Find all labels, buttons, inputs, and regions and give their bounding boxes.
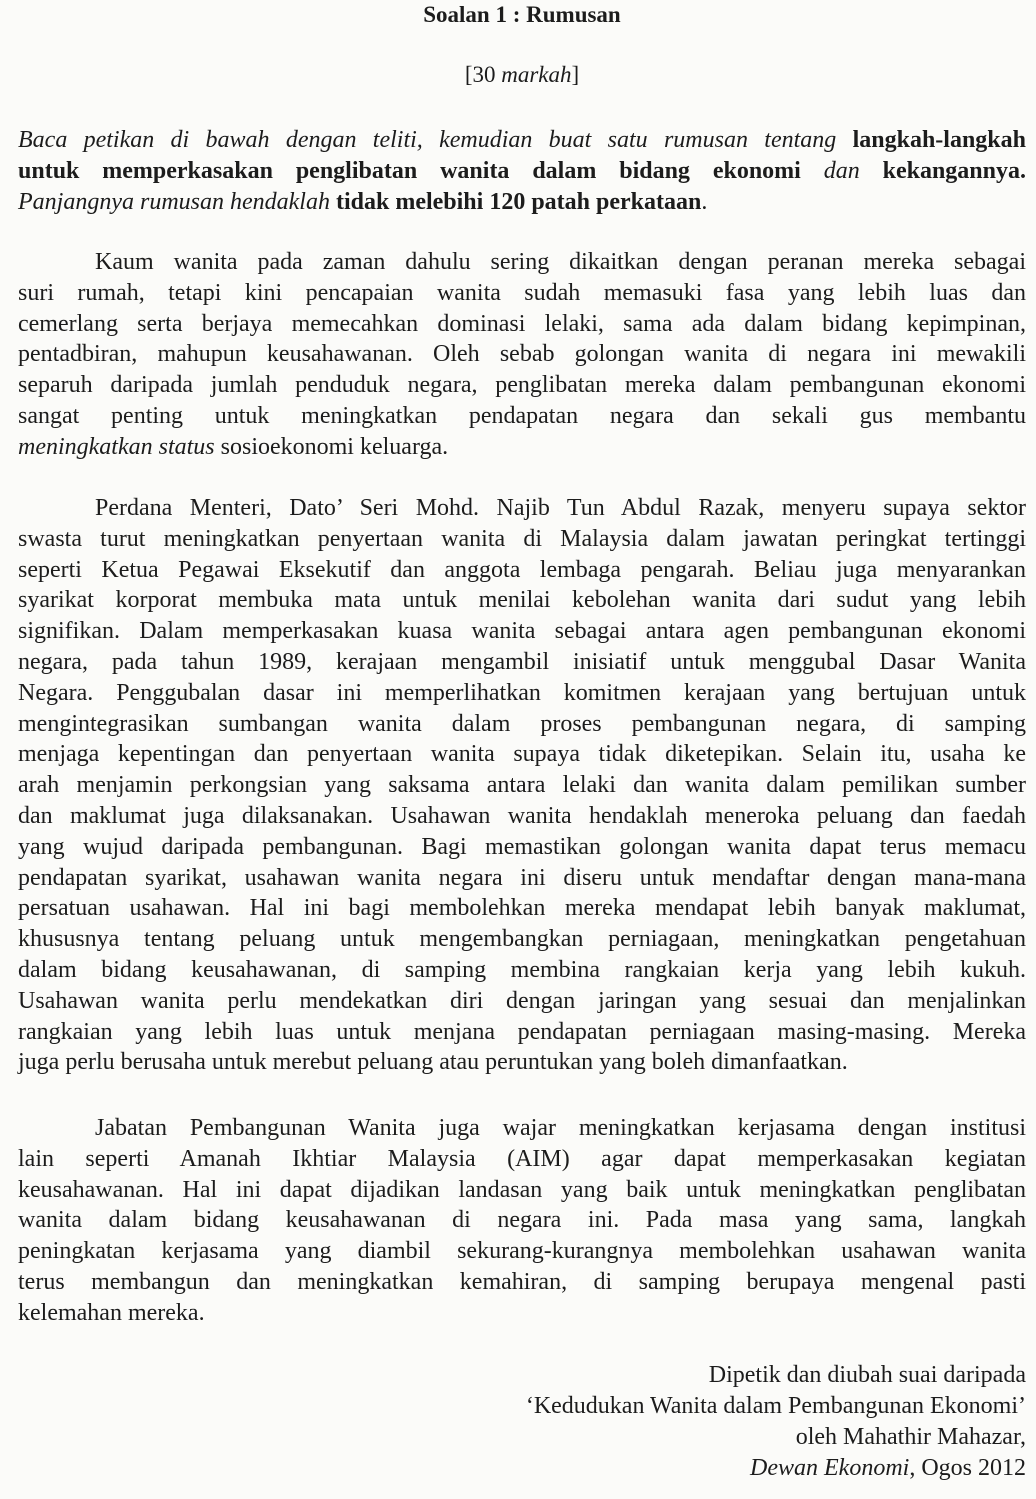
source-citation bbox=[18, 1360, 1026, 1484]
marks-word: markah bbox=[501, 62, 572, 87]
marks-label bbox=[18, 60, 1026, 90]
text-line bbox=[18, 1267, 1026, 1298]
passage-paragraph-2 bbox=[18, 493, 1026, 1078]
text-line bbox=[18, 1017, 1026, 1048]
text-segment: tidak melebihi 120 patah perkataan bbox=[335, 188, 702, 215]
text-line bbox=[18, 278, 1026, 309]
text-segment: lain seperti Amanah Ikhtiar Malaysia (AIM) agar dapat memperkasakan kegiatan bbox=[18, 1145, 1026, 1172]
text-line bbox=[18, 125, 1026, 156]
text-line bbox=[18, 1298, 1026, 1329]
text-segment: Perdana Menteri, Dato’ Seri Mohd. Najib Tun Abdul Razak, menyeru supaya sektor bbox=[95, 495, 1026, 521]
text-segment: dan bbox=[823, 157, 883, 184]
text-line bbox=[18, 187, 1026, 218]
text-segment: terus membangun dan meningkatkan kemahiran, di samping berupaya mengenal pasti bbox=[18, 1268, 1026, 1295]
text-segment: Kaum wanita pada zaman dahulu sering dikaitkan dengan peranan mereka sebagai bbox=[95, 249, 1026, 275]
passage-paragraph-1 bbox=[18, 247, 1026, 463]
text-segment: untuk memperkasakan penglibatan wanita dalam bidang ekonomi bbox=[18, 157, 824, 184]
text-segment: kekangannya. bbox=[882, 157, 1026, 184]
text-segment: dan maklumat juga dilaksanakan. Usahawan wanita hendaklah meneroka peluang dan faedah bbox=[18, 802, 1026, 829]
text-segment: . bbox=[701, 188, 708, 215]
marks-open: [30 bbox=[464, 62, 502, 87]
text-segment: mengintegrasikan sumbangan wanita dalam proses pembangunan negara, di samping bbox=[18, 710, 1026, 737]
text-segment: suri rumah, tetapi kini pencapaian wanita sudah memasuki fasa yang lebih luas dan bbox=[18, 279, 1026, 306]
text-line bbox=[18, 339, 1026, 370]
text-line bbox=[18, 893, 1026, 924]
text-segment: keusahawanan. Hal ini dapat dijadikan landasan yang baik untuk meningkatkan penglibatan bbox=[18, 1176, 1026, 1203]
text-segment: syarikat korporat membuka mata untuk menilai kebolehan wanita dari sudut yang lebih bbox=[18, 587, 1026, 614]
text-line bbox=[18, 1047, 1026, 1078]
text-segment: peningkatan kerjasama yang diambil sekurang-kurangnya membolehkan usahawan wanita bbox=[18, 1238, 1026, 1265]
text-line bbox=[18, 309, 1026, 340]
text-line bbox=[18, 709, 1026, 740]
text-segment: persatuan usahawan. Hal ini bagi membolehkan mereka mendapat lebih banyak maklumat, bbox=[18, 895, 1026, 922]
text-line bbox=[18, 647, 1026, 678]
source-publication bbox=[18, 1453, 1026, 1484]
text-segment: rangkaian yang lebih luas untuk menjana pendapatan perniagaan masing-masing. Mereka bbox=[18, 1018, 1026, 1045]
source-article-title: ‘Kedudukan Wanita dalam Pembangunan Ekonomi’ bbox=[525, 1393, 1026, 1419]
text-line bbox=[18, 863, 1026, 894]
text-line bbox=[18, 1113, 1026, 1144]
text-segment: cemerlang serta berjaya memecahkan dominasi lelaki, sama ada dalam bidang kepimpinan, bbox=[18, 310, 1026, 337]
text-line bbox=[18, 832, 1026, 863]
text-segment: swasta turut meningkatkan penyertaan wanita di Malaysia dalam jawatan peringkat tertinggi bbox=[18, 525, 1026, 552]
text-line bbox=[18, 955, 1026, 986]
text-segment: Baca petikan di bawah dengan teliti, kemudian buat satu rumusan tentang bbox=[18, 127, 853, 153]
text-line bbox=[18, 1175, 1026, 1206]
instruction-paragraph bbox=[18, 125, 1026, 217]
text-segment: kelemahan mereka. bbox=[18, 1299, 205, 1326]
text-line bbox=[18, 678, 1026, 709]
text-line bbox=[18, 493, 1026, 524]
text-segment: juga perlu berusaha untuk merebut peluang atau peruntukan yang boleh dimanfaatkan. bbox=[18, 1049, 848, 1076]
text-segment: dalam bidang keusahawanan, di samping membina rangkaian kerja yang lebih kukuh. bbox=[18, 956, 1026, 983]
question-title: Soalan 1 : Rumusan bbox=[423, 2, 621, 27]
text-segment: Usahawan wanita perlu mendekatkan diri dengan jaringan yang sesuai dan menjalinkan bbox=[18, 987, 1026, 1014]
text-segment: seperti Ketua Pegawai Eksekutif dan anggota lembaga pengarah. Beliau juga menyarankan bbox=[18, 556, 1026, 583]
text-segment: signifikan. Dalam memperkasakan kuasa wanita sebagai antara agen pembangunan ekonomi bbox=[18, 618, 1026, 645]
text-segment: negara, pada tahun 1989, kerajaan mengambil inisiatif untuk menggubal Dasar Wanita bbox=[18, 648, 1026, 675]
text-line bbox=[18, 1144, 1026, 1175]
text-segment: pendapatan syarikat, usahawan wanita negara ini diseru untuk mendaftar dengan mana-mana bbox=[18, 864, 1026, 891]
text-segment: separuh daripada jumlah penduduk negara, penglibatan mereka dalam pembangunan ekonomi bbox=[18, 372, 1026, 399]
marks-close: ] bbox=[571, 62, 580, 87]
text-segment: menjaga kepentingan dan penyertaan wanita supaya tidak diketepikan. Selain itu, usaha ke bbox=[18, 741, 1026, 768]
text-line bbox=[18, 370, 1026, 401]
text-line bbox=[18, 739, 1026, 770]
text-segment: arah menjamin perkongsian yang saksama antara lelaki dan wanita dalam pemilikan sumber bbox=[18, 772, 1026, 799]
text-line bbox=[18, 1205, 1026, 1236]
text-line bbox=[18, 432, 1026, 463]
text-segment: langkah-langkah bbox=[852, 127, 1026, 153]
text-segment: Jabatan Pembangunan Wanita juga wajar meningkatkan kerjasama dengan institusi bbox=[95, 1115, 1026, 1141]
source-line: Dipetik dan diubah suai daripada bbox=[708, 1362, 1026, 1388]
text-segment: pentadbiran, mahupun keusahawanan. Oleh sebab golongan wanita di negara ini mewakili bbox=[18, 341, 1026, 368]
text-line bbox=[18, 986, 1026, 1017]
text-segment: sangat penting untuk meningkatkan pendapatan negara dan sekali gus membantu bbox=[18, 402, 1026, 429]
passage-paragraph-3 bbox=[18, 1113, 1026, 1329]
publication-date: , Ogos 2012 bbox=[909, 1455, 1026, 1481]
text-segment: wanita dalam bidang keusahawanan di negara ini. Pada masa yang sama, langkah bbox=[18, 1207, 1026, 1234]
text-line bbox=[18, 585, 1026, 616]
text-line bbox=[18, 524, 1026, 555]
publication-name: Dewan Ekonomi bbox=[750, 1455, 910, 1481]
text-line bbox=[18, 555, 1026, 586]
text-line bbox=[18, 770, 1026, 801]
text-segment: Negara. Penggubalan dasar ini memperlihatkan komitmen kerajaan yang bertujuan untuk bbox=[18, 679, 1026, 706]
text-line bbox=[18, 247, 1026, 278]
text-segment: meningkatkan status bbox=[18, 433, 215, 460]
text-line bbox=[18, 801, 1026, 832]
text-segment: khususnya tentang peluang untuk mengembangkan perniagaan, meningkatkan pengetahuan bbox=[18, 926, 1026, 953]
source-author: oleh Mahathir Mahazar, bbox=[795, 1424, 1026, 1450]
text-line bbox=[18, 1236, 1026, 1267]
text-line bbox=[18, 401, 1026, 432]
text-line bbox=[18, 616, 1026, 647]
text-segment: Panjangnya rumusan hendaklah bbox=[18, 188, 336, 215]
text-line bbox=[18, 156, 1026, 187]
text-segment: yang wujud daripada pembangunan. Bagi memastikan golongan wanita dapat terus memacu bbox=[18, 833, 1026, 860]
text-line bbox=[18, 924, 1026, 955]
text-segment: sosioekonomi keluarga. bbox=[214, 433, 449, 460]
